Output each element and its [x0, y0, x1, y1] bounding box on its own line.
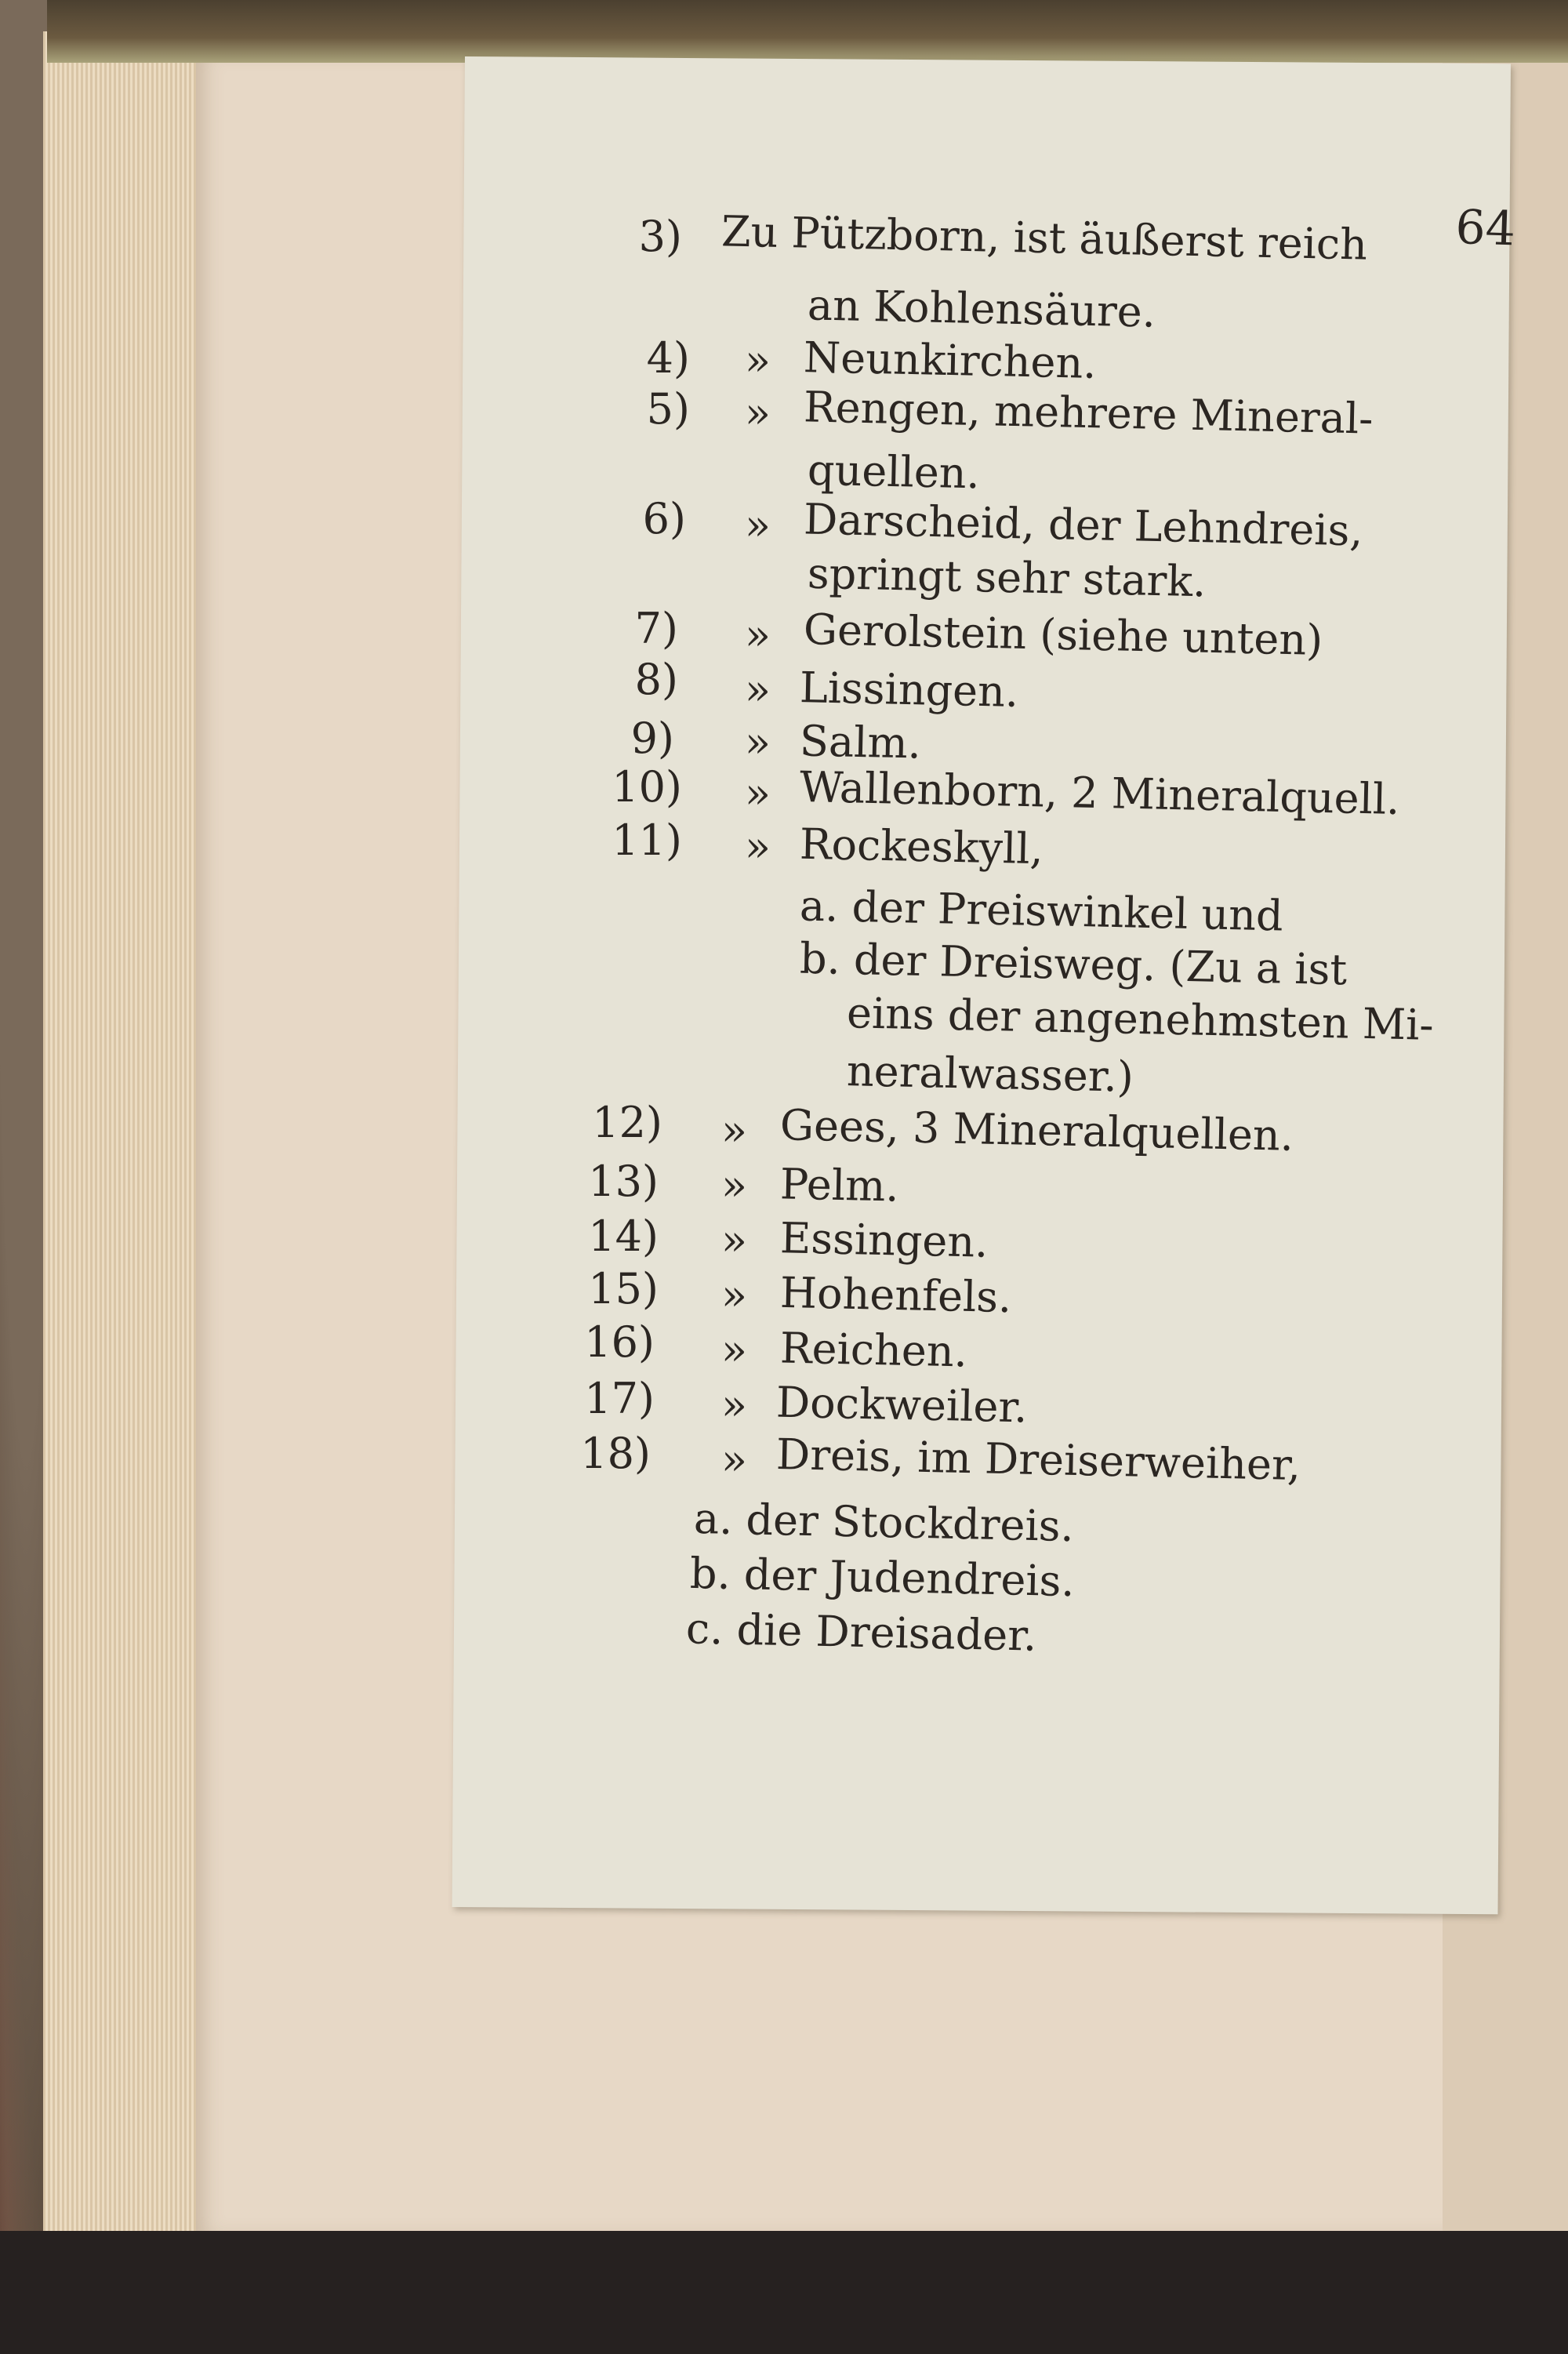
entry-marker: »	[744, 609, 771, 660]
entry-text: Gees, 3 Mineralquellen.	[779, 1100, 1294, 1161]
entry-text: quellen.	[807, 445, 981, 499]
entry-subitem: a. der Stockdreis.	[693, 1493, 1075, 1552]
entry-subitem: c. die Dreisader.	[685, 1604, 1037, 1661]
entry-marker: »	[744, 387, 771, 438]
entry-text: Rockeskyll,	[799, 819, 1044, 874]
entry-text: neralwasser.)	[846, 1046, 1134, 1102]
entry-text: Wallenborn, 2 Mineralquell.	[799, 761, 1400, 825]
entry-text: an Kohlensäure.	[807, 280, 1156, 337]
entry-marker: »	[720, 1215, 748, 1266]
entry-marker: »	[720, 1324, 748, 1375]
entry-text: Neunkirchen.	[803, 332, 1098, 388]
entry-number: 16)	[584, 1317, 655, 1367]
entry-number: 11)	[612, 816, 682, 865]
entry-number: 9)	[630, 714, 674, 763]
entry-marker: »	[720, 1105, 748, 1156]
entry-number: 4)	[646, 333, 690, 383]
entry-number: 5)	[646, 384, 690, 434]
entry-number: 18)	[580, 1429, 651, 1478]
entry-text: Gerolstein (siehe unten)	[803, 605, 1323, 665]
entry-text: Darscheid, der Lehndreis,	[803, 494, 1364, 556]
book-top-edge	[47, 0, 1568, 63]
background-shadow	[0, 2231, 1568, 2354]
entry-number: 3)	[638, 212, 682, 261]
entry-text: springt sehr stark.	[807, 548, 1207, 607]
entry-marker: »	[744, 335, 771, 386]
entry-text: Zu Pützborn, ist äußerst reich	[720, 206, 1368, 270]
entry-number: 13)	[588, 1157, 659, 1206]
entry-subitem: a. der Preiswinkel und	[799, 881, 1284, 941]
entry-text: Reichen.	[779, 1323, 968, 1377]
entry-number: 15)	[588, 1264, 659, 1313]
entry-text: Dreis, im Dreiserweiher,	[775, 1429, 1301, 1490]
entry-subitem: b. der Dreisweg. (Zu a ist	[799, 933, 1348, 995]
entry-marker: »	[720, 1379, 748, 1430]
page-edges	[43, 31, 200, 2235]
entry-text: Lissingen.	[799, 663, 1019, 717]
entry-marker: »	[744, 821, 771, 872]
entry-text: Salm.	[799, 716, 922, 768]
entry-marker: »	[720, 1434, 748, 1485]
entry-text: Pelm.	[779, 1159, 900, 1212]
entry-marker: »	[744, 499, 771, 550]
entry-number: 8)	[634, 655, 678, 704]
entry-number: 14)	[588, 1212, 659, 1261]
entry-number: 17)	[584, 1374, 655, 1423]
page-number: 64	[1454, 199, 1517, 257]
entry-marker: »	[744, 664, 771, 715]
entry-text: Dockweiler.	[775, 1377, 1029, 1433]
entry-text: eins der angenehmsten Mi-	[846, 988, 1435, 1050]
entry-number: 7)	[634, 604, 678, 653]
entry-subitem: b. der Judendreis.	[689, 1548, 1076, 1607]
entry-text: Hohenfels.	[779, 1267, 1012, 1323]
entry-text: Rengen, mehrere Mineral-	[803, 382, 1374, 444]
entry-marker: »	[720, 1160, 748, 1211]
entry-number: 12)	[592, 1098, 662, 1147]
entry-marker: »	[744, 768, 771, 819]
entry-text: Essingen.	[779, 1213, 989, 1267]
entry-marker: »	[744, 717, 771, 768]
entry-marker: »	[720, 1270, 748, 1320]
entry-number: 6)	[642, 494, 686, 543]
entry-number: 10)	[612, 762, 682, 812]
